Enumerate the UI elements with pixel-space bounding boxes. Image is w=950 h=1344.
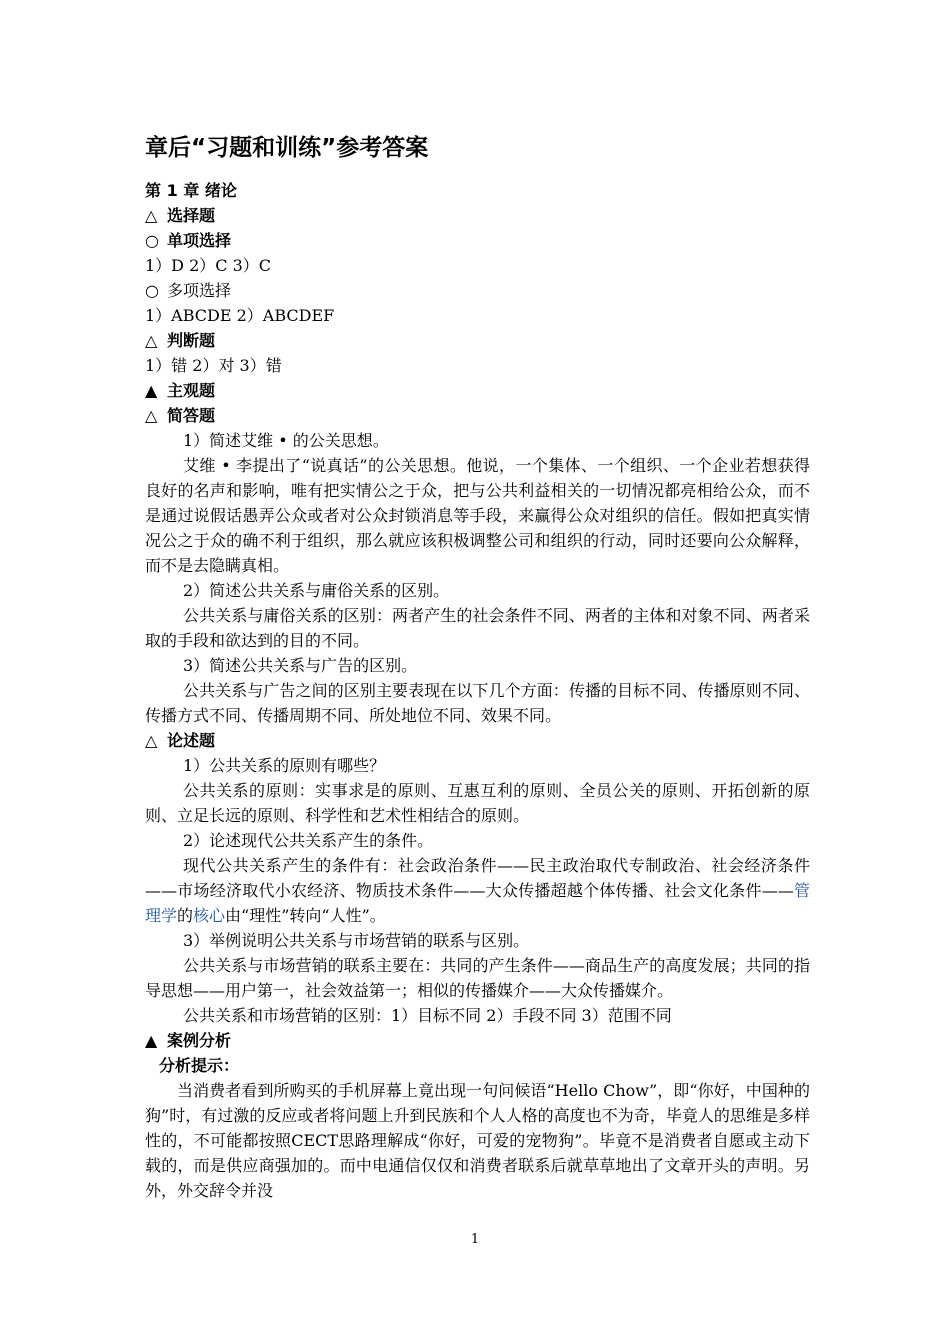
link-management[interactable]: 管理学 bbox=[145, 881, 810, 925]
question-2: 2）简述公共关系与庸俗关系的区别。 bbox=[183, 581, 450, 600]
multi-choice-answers: 1）ABCDE 2）ABCDEF bbox=[145, 306, 335, 325]
subjective-label: 主观题 bbox=[167, 381, 216, 400]
judge-answers: 1）错 2）对 3）错 bbox=[145, 356, 282, 375]
triangle-filled-icon: ▲ bbox=[145, 381, 158, 400]
short-answer-label: 简答题 bbox=[167, 406, 216, 425]
triangle-outline-icon: △ bbox=[145, 406, 158, 425]
page-title: 章后“习题和训练”参考答案 bbox=[145, 135, 429, 161]
triangle-outline-icon: △ bbox=[145, 206, 158, 225]
triangle-outline-icon: △ bbox=[145, 331, 158, 350]
single-choice-answers: 1）D 2）C 3）C bbox=[145, 256, 272, 275]
essay-question-2: 2）论述现代公共关系产生的条件。 bbox=[183, 831, 434, 850]
chapter-heading: 第 1 章 绪论 bbox=[145, 181, 237, 200]
multi-choice-label: 多项选择 bbox=[167, 281, 232, 300]
circle-outline-icon: ○ bbox=[145, 231, 159, 250]
circle-outline-icon: ○ bbox=[145, 281, 159, 300]
answer-3: 公共关系与广告之间的区别主要表现在以下几个方面：传播的目标不同、传播原则不同、传播方式不同、传播周期不同、所处地位不同、效果不同。 bbox=[145, 681, 810, 725]
essay-answer-1: 公共关系的原则：实事求是的原则、互惠互利的原则、全员公关的原则、开拓创新的原则、立足长远的原则、科学性和艺术性相结合的原则。 bbox=[145, 781, 810, 825]
essay-question-3: 3）举例说明公共关系与市场营销的联系与区别。 bbox=[183, 931, 530, 950]
essay-answer-2-end: 由“理性”转向“人性”。 bbox=[225, 906, 386, 925]
essay-answer-2-mid: 的 bbox=[177, 906, 194, 925]
section-choice bbox=[145, 203, 810, 228]
question-1: 1）简述艾维 • 的公关思想。 bbox=[183, 431, 389, 450]
section-case bbox=[145, 1028, 810, 1053]
essay-answer-3a: 公共关系与市场营销的联系主要在：共同的产生条件——商品生产的高度发展；共同的指导思想——用户第一，社会效益第一；相似的传播媒介——大众传播媒介。 bbox=[145, 956, 810, 1000]
answer-2: 公共关系与庸俗关系的区别：两者产生的社会条件不同、两者的主体和对象不同、两者采取的手段和欲达到的目的不同。 bbox=[145, 606, 810, 650]
document-page bbox=[145, 130, 810, 1203]
case-label: 案例分析 bbox=[167, 1031, 232, 1050]
section-multi-choice bbox=[145, 278, 810, 303]
section-single-choice bbox=[145, 228, 810, 253]
essay-label: 论述题 bbox=[167, 731, 216, 750]
section-short-answer bbox=[145, 403, 810, 428]
answer-1: 艾维 • 李提出了“说真话”的公关思想。他说，一个集体、一个组织、一个企业若想获得良好的名声和影响，唯有把实情公之于众，把与公共利益相关的一切情况都亮相给公众，而不是通过说假话愚弄公众或者对公众封锁消息等手段，来赢得公众对组织的信任。假如把真实情况公之于众的确不利于组织，那么就应该积极调整公司和组织的行动，同时还要向公众解释，而不是去隐瞒真相。 bbox=[145, 456, 810, 575]
triangle-filled-icon: ▲ bbox=[145, 1031, 158, 1050]
section-essay bbox=[145, 728, 810, 753]
essay-question-1: 1）公共关系的原则有哪些？ bbox=[183, 756, 386, 775]
section-choice-label: 选择题 bbox=[167, 206, 216, 225]
essay-answer-3b: 公共关系和市场营销的区别：1）目标不同 2）手段不同 3）范围不同 bbox=[183, 1006, 672, 1025]
section-judge bbox=[145, 328, 810, 353]
judge-label: 判断题 bbox=[167, 331, 216, 350]
page-number: 1 bbox=[470, 1232, 480, 1247]
essay-answer-2 bbox=[145, 853, 810, 928]
triangle-outline-icon: △ bbox=[145, 731, 158, 750]
hint-paragraph: 当消费者看到所购买的手机屏幕上竟出现一句问候语“Hello Chow”，即“你好，中国种的狗”时，有过激的反应或者将问题上升到民族和个人人格的高度也不为奇，毕竟人的思维是多样性的，不可能都按照CECT思路理解成“你好，可爱的宠物狗”。毕竟不是消费者自愿或主动下载的，而是供应商强加的。而中电通信仅仅和消费者联系后就草草地出了文章开头的声明。另外，外交辞令并没 bbox=[145, 1081, 810, 1200]
essay-answer-2-text: 现代公共关系产生的条件有：社会政治条件——民主政治取代专制政治、社会经济条件——市场经济取代小农经济、物质技术条件——大众传播超越个体传播、社会文化条件—— bbox=[145, 856, 810, 900]
hint-heading: 分析提示： bbox=[159, 1056, 240, 1075]
question-3: 3）简述公共关系与广告的区别。 bbox=[183, 656, 418, 675]
link-core[interactable]: 核心 bbox=[193, 906, 226, 925]
section-subjective bbox=[145, 378, 810, 403]
single-choice-label: 单项选择 bbox=[167, 231, 232, 250]
